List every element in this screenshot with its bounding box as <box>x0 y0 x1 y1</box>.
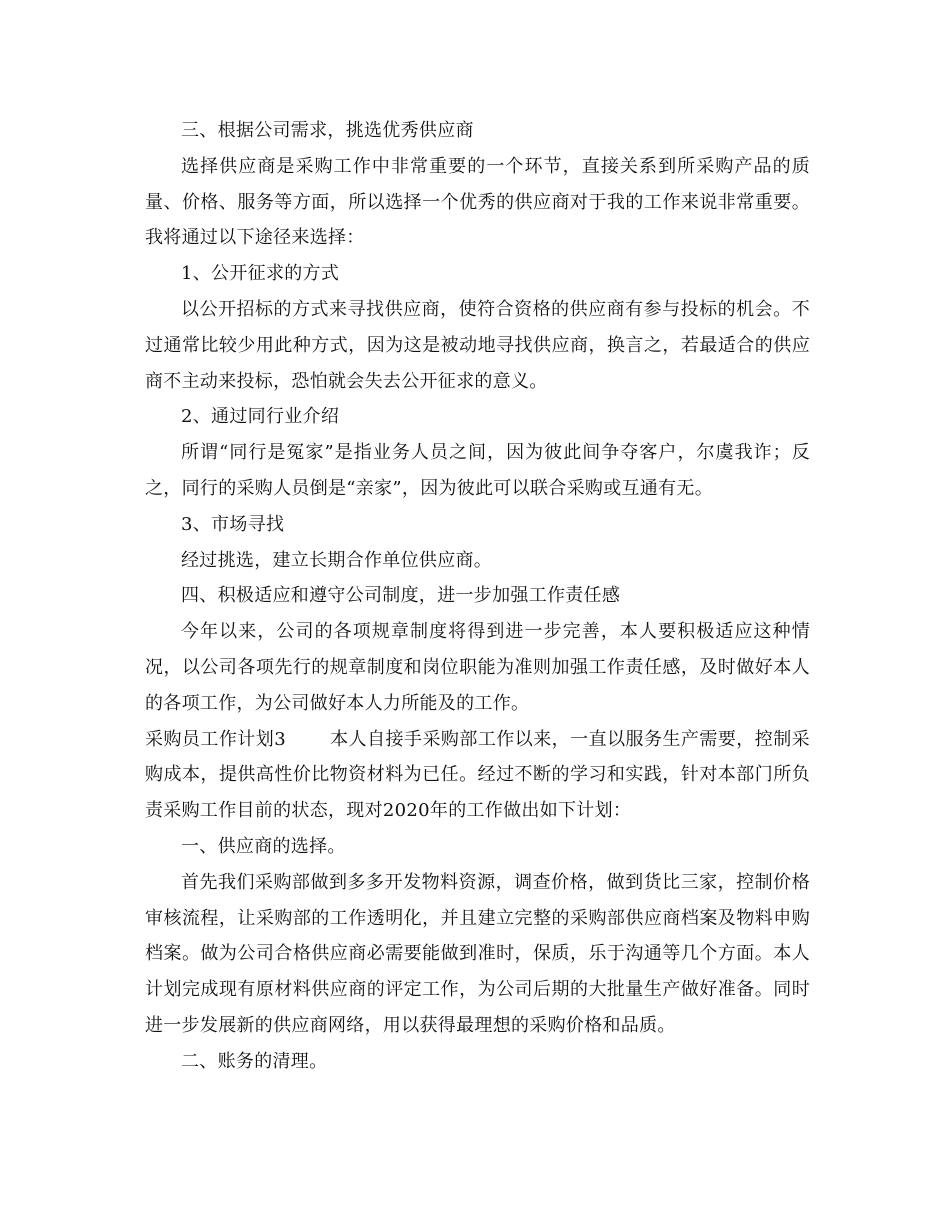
section-heading-4: 四、积极适应和遵守公司制度，进一步加强工作责任感 <box>181 585 621 607</box>
plan-3-title: 采购员工作计划3 <box>145 728 286 750</box>
section-heading-1: 一、供应商的选择。 <box>181 835 346 857</box>
plan-3-body: 本人自接手采购部工作以来，一直以服务生产需要，控制采购成本，提供高性价比物资材料为已任。经过不断的学习和实践，针对本部门所负责采购工作目前的状态，现对2020年的工作做出如下计划： <box>145 728 810 822</box>
paragraph: 所谓“同行是冤家”是指业务人员之间，因为彼此间争夺客户，尔虞我诈；反之，同行的采购人员倒是“亲家”，因为彼此可以联合采购或互通有无。 <box>145 442 810 499</box>
paragraph: 以公开招标的方式来寻找供应商，使符合资格的供应商有参与投标的机会。不过通常比较少用此种方式，因为这是被动地寻找供应商，换言之，若最适合的供应商不主动来投标，恐怕就会失去公开征求的意义。 <box>145 298 810 392</box>
paragraph: 今年以来，公司的各项规章制度将得到进一步完善，本人要积极适应这种情况，以公司各项先行的规章制度和岗位职能为准则加强工作责任感，及时做好本人的各项工作，为公司做好本人力所能及的工作。 <box>145 621 810 714</box>
subheading-3: 3、市场寻找 <box>181 513 285 535</box>
paragraph: 首先我们采购部做到多多开发物料资源，调查价格，做到货比三家，控制价格审核流程，让采购部的工作透明化，并且建立完整的采购部供应商档案及物料申购档案。做为公司合格供应商必需要能做到准时，保质，乐于沟通等几个方面。本人计划完成现有原材料供应商的评定工作，为公司后期的大批量生产做好准备。同时进一步发展新的供应商网络，用以获得最理想的采购价格和品质。 <box>145 871 810 1036</box>
paragraph: 经过挑选，建立长期合作单位供应商。 <box>181 549 493 571</box>
subheading-1: 1、公开征求的方式 <box>181 263 340 285</box>
section-heading-3: 三、根据公司需求，挑选优秀供应商 <box>181 120 474 141</box>
subheading-2: 2、通过同行业介绍 <box>181 406 340 428</box>
paragraph: 选择供应商是采购工作中非常重要的一个环节，直接关系到所采购产品的质量、价格、服务等方面，所以选择一个优秀的供应商对于我的工作来说非常重要。我将通过以下途径来选择： <box>145 155 810 249</box>
plan-3-paragraph <box>145 722 810 829</box>
section-heading-2: 二、账务的清理。 <box>181 1050 328 1072</box>
document-body <box>145 113 810 1080</box>
